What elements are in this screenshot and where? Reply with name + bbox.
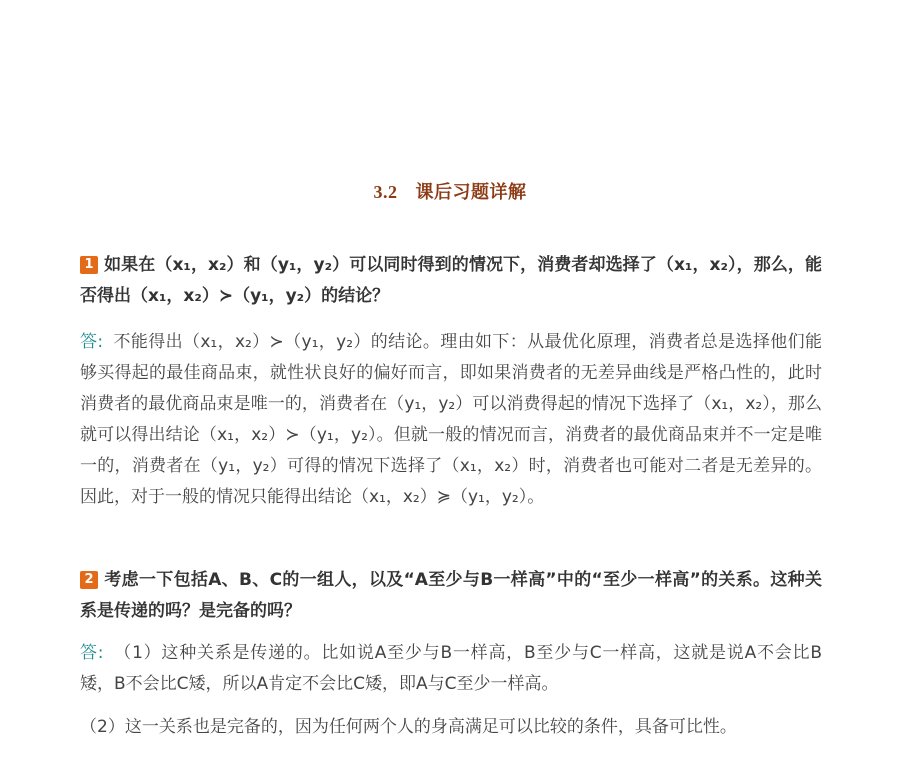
question-2-text: 考虑一下包括A、B、C的一组人，以及“A至少与B一样高”中的“至少一样高”的关系。这种关系是传递的吗？是完备的吗？ (80, 570, 822, 621)
answer-2-part-2-block (80, 712, 822, 743)
answer-2 (80, 638, 822, 700)
answer-1 (80, 327, 822, 513)
question-number-badge: 2 (80, 571, 98, 589)
section-number: 3.2 (373, 182, 398, 202)
answer-1-text: 不能得出（x₁，x₂）≻（y₁，y₂）的结论。理由如下：从最优化原理，消费者总是选择他们能够买得起的最佳商品束，就性状良好的偏好而言，即如果消费者的无差异曲线是严格凸性的，此时消费者的最优商品束是唯一的，消费者在（y₁，y₂）可以消费得起的情况下选择了（x₁，x₂），那么就可以得出结论（x₁，x₂）≻（y₁，y₂）。但就一般的情况而言，消费者的最优商品束并不一定是唯一的，消费者在（y₁，y₂）可得的情况下选择了（x₁，x₂）时，消费者也可能对二者是无差异的。因此，对于一般的情况只能得出结论（x₁，x₂）≽（y₁，y₂）。 (80, 332, 822, 507)
question-1 (80, 250, 822, 312)
section-title (0, 178, 900, 204)
answer-label: 答: (80, 332, 104, 352)
question-number-badge: 1 (80, 256, 98, 274)
section-heading: 课后习题详解 (415, 182, 527, 203)
answer-2-part-2: （2）这一关系也是完备的，因为任何两个人的身高满足可以比较的条件，具备可比性。 (80, 717, 737, 737)
question-2 (80, 565, 822, 627)
answer-label: 答: (80, 643, 104, 663)
question-1-text: 如果在（x₁，x₂）和（y₁，y₂）可以同时得到的情况下，消费者却选择了（x₁，x₂），那么，能否得出（x₁，x₂）≻（y₁，y₂）的结论？ (80, 255, 822, 306)
answer-2-part-1: （1）这种关系是传递的。比如说A至少与B一样高，B至少与C一样高，这就是说A不会比B矮，B不会比C矮，所以A肯定不会比C矮，即A与C至少一样高。 (80, 643, 822, 694)
